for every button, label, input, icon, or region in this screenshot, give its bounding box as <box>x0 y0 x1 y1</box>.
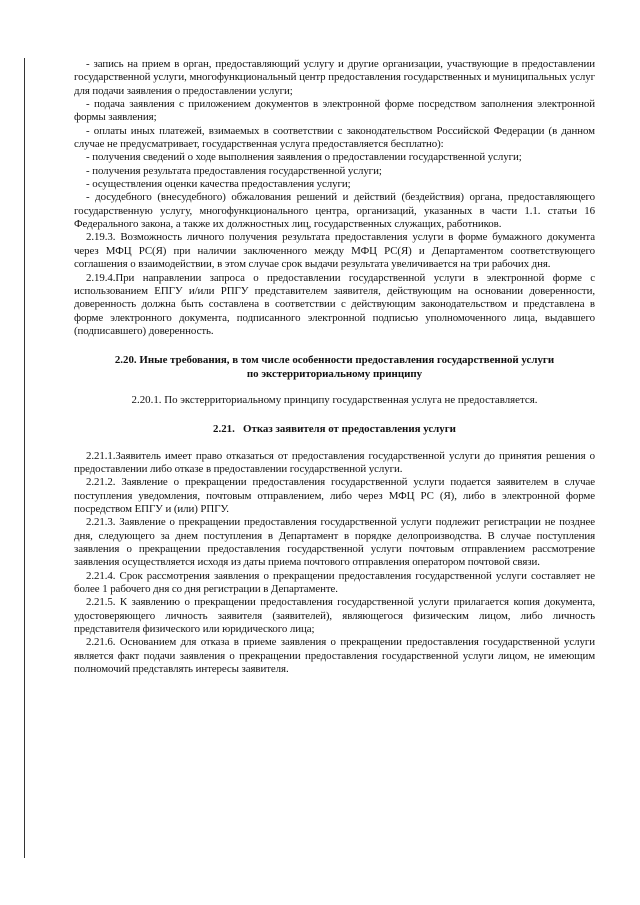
section-heading-2-20-line2: по экстерриториальному принципу <box>246 367 423 380</box>
list-item-appointment: - запись на прием в орган, предоставляющий услугу и другие организации, участвующие в предоставлении государственной услуги, многофункциональный центр предоставления государственных и муниципальных услуг для подачи заявления о предоставлении услуги; <box>74 58 595 97</box>
list-item-application-submission: - подача заявления с приложением документов в электронной форме посредством заполнения электронной формы заявления; <box>74 98 595 124</box>
paragraph-2-21-1: 2.21.1.Заявитель имеет право отказаться от предоставления государственной услуги до принятия решения о предоставлении либо отказе в предоставлении государственной услуги. <box>74 449 595 475</box>
list-item-payments: - оплаты иных платежей, взимаемых в соответствии с законодательством Российской Федерации (в данном случае не предусматривает, государственная услуга предоставляется бесплатно): <box>74 124 595 151</box>
section-heading-2-20-line1: 2.20. Иные требования, в том числе особенности предоставления государственной услуги <box>114 354 555 367</box>
spacer <box>74 437 595 450</box>
paragraph-2-20-1: 2.20.1. По экстерриториальному принципу государственная услуга не предоставляется. <box>131 393 538 406</box>
list-item-progress-info: - получения сведений о ходе выполнения заявления о предоставлении государственной услуги; <box>86 151 522 164</box>
paragraph-2-21-2: 2.21.2. Заявление о прекращении предоставления государственной услуги подается заявителем в случае поступления уведомления, почтовым отправлением, либо через МФЦ РС (Я), либо в электронной форме посредством ЕПГУ и (или) РПГУ. <box>74 476 595 515</box>
document-body <box>74 58 595 676</box>
left-margin-rule <box>24 58 25 858</box>
paragraph-2-21-4: 2.21.4. Срок рассмотрения заявления о прекращении предоставления государственной услуги составляет не более 1 рабочего дня со дня регистрации в Департаменте. <box>74 569 595 596</box>
spacer <box>74 381 595 394</box>
paragraph-2-21-5: 2.21.5. К заявлению о прекращении предоставления государственной услуги прилагается копия документа, удостоверяющего личность заявителя (заявителей), являющегося физическим лицом, либо личность представителя физического или юридического лица; <box>74 596 595 636</box>
section-heading-2-21: 2.21. Отказ заявителя от предоставления услуги <box>213 423 456 436</box>
list-item-appeal: - досудебного (внесудебного) обжалования решений и действий (бездействия) органа, предоставляющего государственную услугу, многофункционального центра, организаций, указанных в части 1.1. статьи 16 Федерального закона, а также их должностных лиц, государственных служащих, работников. <box>74 191 595 231</box>
paragraph-2-19-3: 2.19.3. Возможность личного получения результата предоставления услуги в форме бумажного документа через МФЦ РС(Я) при наличии заключенного между МФЦ РС(Я) и Департаментом соответствующего соглашения о взаимодействии, в этом случае срок выдачи результата увеличивается на три рабочих дня. <box>74 231 595 271</box>
spacer <box>74 407 595 423</box>
list-item-result: - получения результата предоставления государственной услуги; <box>86 164 382 177</box>
spacer <box>74 338 595 354</box>
paragraph-2-19-4: 2.19.4.При направлении запроса о предоставлении государственной услуги в электронной форме с использованием ЕПГУ и/или РПГУ представителем заявителя, действующим на основании доверенности, доверенность должна быть составлена в соответствии с действующим законодательством и представлена в форме электронного документа, подписанного электронной подписью уполномоченного лица, выдавшего (подписавшего) доверенность. <box>74 271 595 337</box>
paragraph-2-21-3: 2.21.3. Заявление о прекращении предоставления государственной услуги подлежит регистрации не позднее дня, следующего за днем поступления в Департамент в порядке делопроизводства. В случае поступления заявления о прекращении предоставления государственной услуги почтовым отправлением рассмотрение заявления осуществляется исходя из даты приема почтового отправления оператором почтовой связи. <box>74 516 595 569</box>
list-item-quality-assessment: - осуществления оценки качества предоставления услуги; <box>86 178 351 191</box>
paragraph-2-21-6: 2.21.6. Основанием для отказа в приеме заявления о прекращении предоставления государственной услуги является факт подачи заявления о прекращении предоставления государственной услуги лицом, не имеющим полномочий представлять интересы заявителя. <box>74 636 595 676</box>
